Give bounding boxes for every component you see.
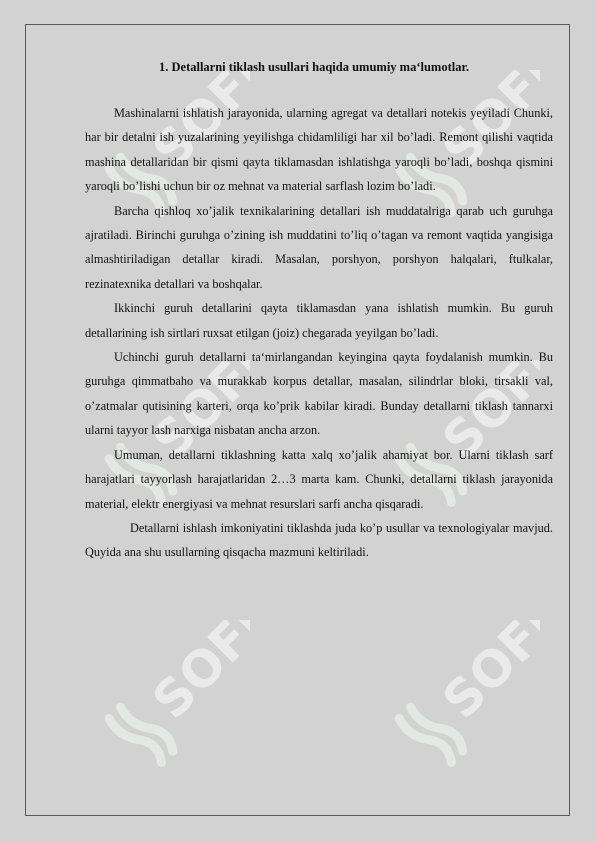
svg-text:SOFF: SOFF [431,70,540,180]
paragraph: Mashinalarni ishlatish jarayonida, ularning agregat va detallari notekis yeyiladi Chunki, har bir detalni ish yuzalarining yeyilishga chidamliligi har xil bo’ladi. Remont qilishi vaqtida mashina detallaridan bir qismi qayta tiklamasdan ishlatishga yaroqli bo’ladi, boshqa qismini yaroqli bo’lishi uchun bir oz mehnat va material sarflash lozim bo’ladi. [85,106,553,194]
section-title: 1. Detallarni tiklash usullari haqida umumiy ma‘lumotlar. [159,60,469,74]
svg-text:SOFF: SOFF [141,360,250,470]
paragraph: Barcha qishloq xo’jalik texnikalarining detallari ish muddatalriga qarab uch guruhga ajratiladi. Birinchi guruhga o’zining ish muddatini to’liq o’tagan va remont vaqtida yangisiga almashtiriladigan detallar kiradi. Masalan, porshyon, porshyon halqalari, ftulkalar, rezinatexnika detallari va boshqalar. [85,203,553,291]
watermark-logo [360,620,540,800]
svg-text:SOFF: SOFF [431,360,540,470]
paragraph: Uchinchi guruh detallarni ta‘mirlangandan keyingina qayta foydalanish mumkin. Bu guruhga qimmatbaho va murakkab korpus detallar, masalan, silindrlar bloki, tirsakli val, o’zatmalar qutisining karteri, orqa ko’prik kabilar kiradi. Bunday detallarni tiklash tannarxi ularni tayyor lash narxiga nisbatan ancha arzon. [85,350,553,438]
paragraph: Detallarni ishlash imkoniyatini tiklashda juda ko’p usullar va texnologiyalar mavjud. Quyida ana shu usullarning qisqacha mazmuni keltiriladi. [85,520,553,560]
svg-text:SOFF: SOFF [141,70,250,180]
paragraph: Umuman, detallarni tiklashning katta xalq xo’jalik ahamiyat bor. Ularni tiklash sarf harajatlari tayyorlash harajatlaridan 2…3 marta kam. Chunki, detallarni tiklash jarayonida material, elektr energiyasi va mehnat resurslari sarfi ancha qisqaradi. [85,447,553,511]
paragraph: Ikkinchi guruh detallarini qayta tiklamasdan yana ishlatish mumkin. Bu guruh detallarining ish sirtlari ruxsat etilgan (joiz) chegarada yeyilgan bo’ladi. [85,301,553,340]
watermark-logo [70,620,250,800]
document-body [85,57,553,565]
svg-text:SOFF: SOFF [141,620,250,730]
svg-text:SOFF: SOFF [431,620,540,730]
